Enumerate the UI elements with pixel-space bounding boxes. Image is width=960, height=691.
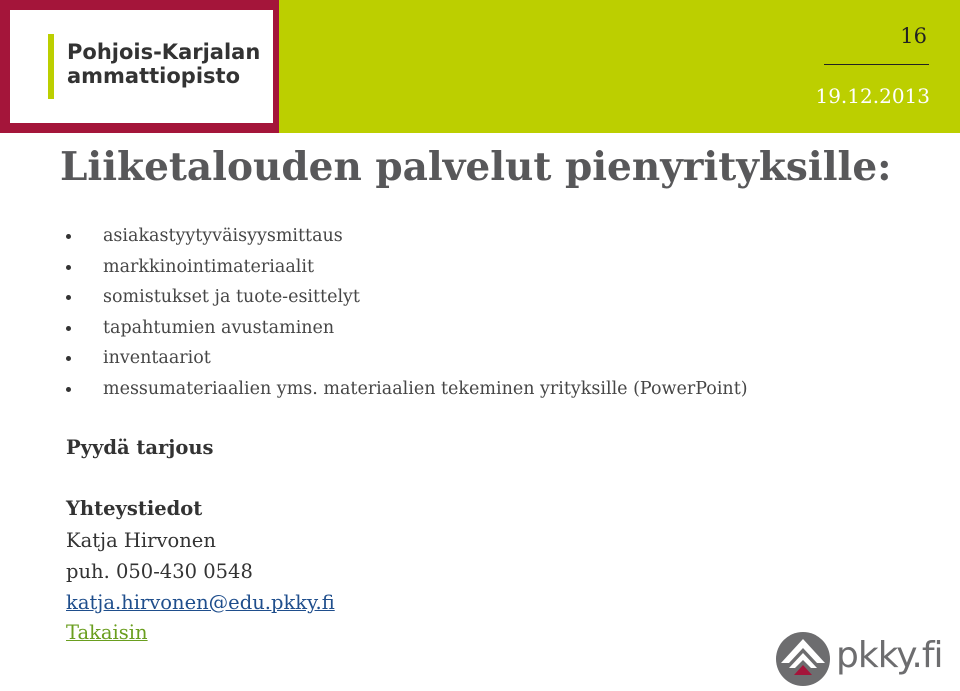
service-item [66, 375, 748, 406]
institution-logo [0, 0, 279, 133]
slide-date: 19.12.2013 [815, 84, 930, 108]
page-number: 16 [900, 24, 927, 48]
contact-email-link[interactable]: katja.hirvonen@edu.pkky.fi [66, 591, 335, 614]
service-item [66, 314, 748, 345]
bullet-icon [66, 265, 71, 270]
bullet-icon [66, 356, 71, 361]
logo-accent-bar [48, 34, 54, 99]
back-link[interactable]: Takaisin [66, 621, 148, 644]
request-quote-heading: Pyydä tarjous [66, 436, 214, 459]
service-item-text: asiakastyytyväisyysmittaus [103, 226, 343, 246]
pkky-logo [775, 630, 943, 690]
page-number-rule [824, 64, 929, 65]
bullet-icon [66, 234, 71, 239]
contact-name: Katja Hirvonen [66, 529, 216, 552]
logo-line-1: Pohjois-Karjalan [67, 40, 261, 64]
logo-line-2: ammattiopisto [67, 64, 241, 88]
service-item-text: somistukset ja tuote-esittelyt [103, 287, 360, 307]
service-item-text: markkinointimateriaalit [103, 256, 314, 277]
contact-phone: puh. 050-430 0548 [66, 560, 253, 583]
service-item [66, 222, 748, 253]
service-item-text: messumateriaalien yms. materiaalien tekeminen yrityksille (PowerPoint) [103, 378, 748, 399]
contact-heading: Yhteystiedot [66, 497, 203, 520]
logo-wordmark [67, 40, 260, 88]
service-item [66, 253, 748, 284]
bullet-icon [66, 295, 71, 300]
pkky-wordmark: pkky.fi [836, 635, 943, 676]
slide-title: Liiketalouden palvelut pienyrityksille: [60, 144, 892, 190]
service-item-text: tapahtumien avustaminen [103, 317, 335, 338]
pkky-emblem-icon [775, 630, 833, 688]
bullet-icon [66, 326, 71, 331]
service-item [66, 344, 748, 375]
service-item-text: inventaariot [103, 348, 211, 368]
bullet-icon [66, 387, 71, 392]
service-item [66, 283, 748, 314]
services-list [66, 222, 748, 405]
